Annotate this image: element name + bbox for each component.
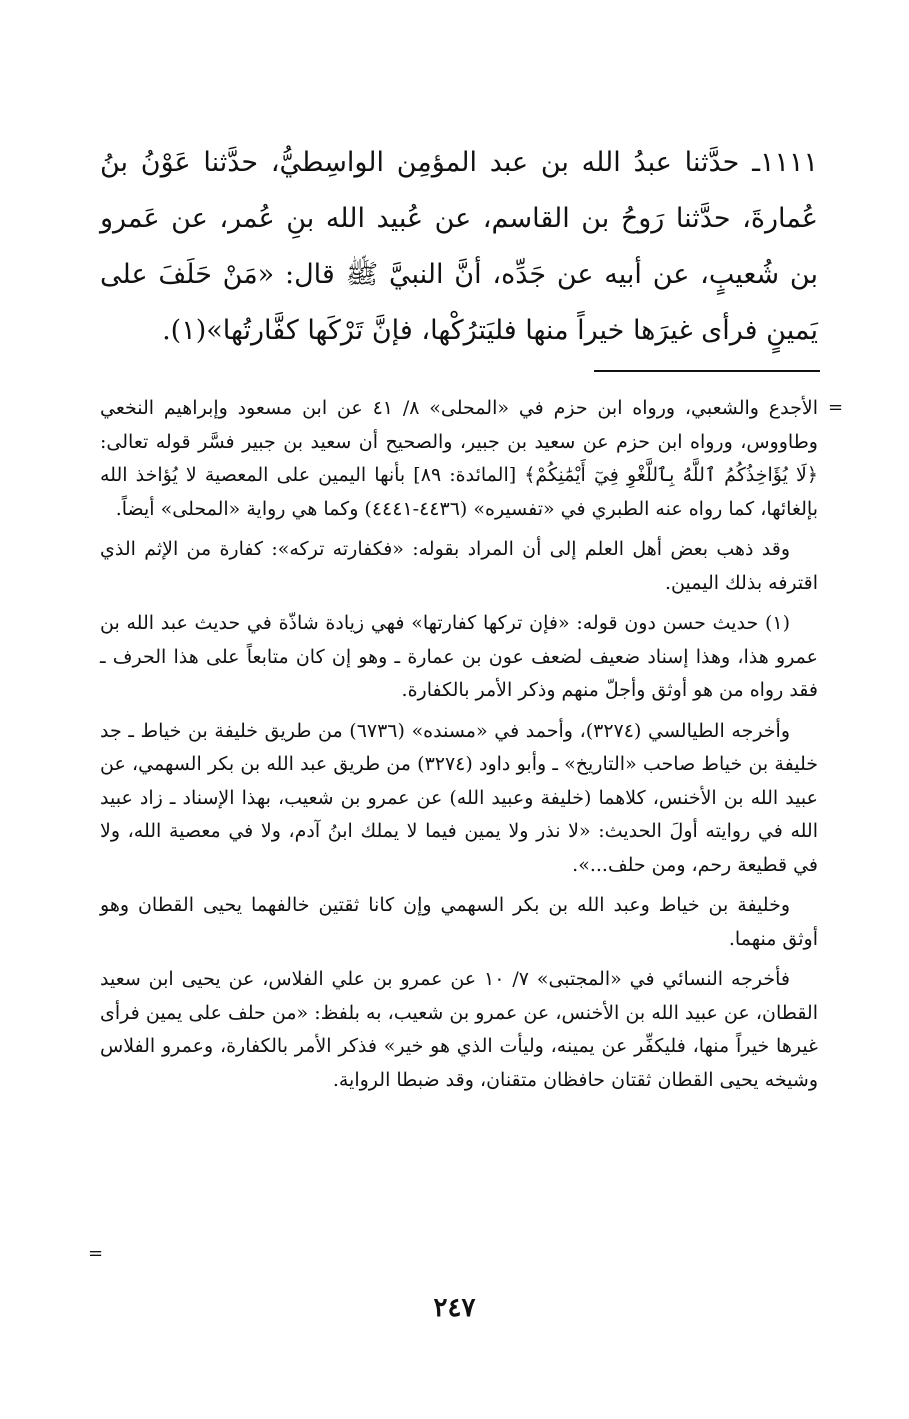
hadith-text-block (100, 135, 818, 359)
footnote-paragraph-6: فأخرجه النسائي في «المجتبى» ٧/ ١٠ عن عمرو بن علي الفلاس، عن يحيى ابن سعيد القطان، عن عبيد الله بن الأخنس، عن عمرو بن شعيب، به بلفظ: «من حلف على يمين فرأى غيرها خيراً منها، فليكفِّر عن يمينه، وليأت الذي هو خير» فذكر الأمر بالكفارة، وعمرو الفلاس وشيخه يحيى القطان ثقتان حافظان متقنان، وقد ضبطا الرواية. (100, 968, 818, 1091)
footnote-separator-line (594, 370, 820, 372)
hadith-paragraph: ١١١١ـ حدَّثنا عبدُ الله بن عبد المؤمِن الواسِطيُّ، حدَّثنا عَوْنُ بنُ عُمارةَ، حدَّثنا رَوحُ بن القاسم، عن عُبيد الله بنِ عُمر، عن عَمرو بن شُعيبٍ، عن أبيه عن جَدِّه، أنَّ النبيَّ ﷺ قال: «مَنْ حَلَفَ على يَمينٍ فرأى غيرَها خيراً منها فليَترُكْها، فإنَّ تَرْكَها كفَّارتُها»(١). (100, 147, 818, 346)
page-number: ٢٤٧ (433, 1293, 476, 1323)
continuation-mark-bottom: = (88, 1243, 104, 1264)
continuation-mark-top: = (828, 397, 844, 418)
footnote-paragraph-1: الأجدع والشعبي، ورواه ابن حزم في «المحلى» ٨/ ٤١ عن ابن مسعود وإبراهيم النخعي وطاووس، ورواه ابن حزم عن سعيد بن جبير، والصحيح أن سعيد بن جبير فسَّر قوله تعالى: ﴿لَا يُؤَاخِذُكُمُ ٱللَّهُ بِٱللَّغْوِ فِيٓ أَيْمَٰنِكُمْ﴾ [المائدة: ٨٩] بأنها اليمين على المعصية لا يُؤاخذ الله بإلغائها، كما رواه عنه الطبري في «تفسيره» (٤٤٣٦-٤٤٤١) وكما هي رواية «المحلى» أيضاً. (100, 397, 818, 520)
footnote-paragraph-3: (١) حديث حسن دون قوله: «فإن تركها كفارتها» فهي زيادة شاذّة في حديث عبد الله بن عمرو هذا، وهذا إسناد ضعيف لضعف عون بن عمارة ـ وهو إن كان متابعاً على هذا الحرف ـ فقد رواه من هو أوثق وأجلّ منهم وذكر الأمر بالكفارة. (100, 612, 818, 701)
footnote-paragraph-2: وقد ذهب بعض أهل العلم إلى أن المراد بقوله: «فكفارته تركه»: كفارة من الإثم الذي اقترفه بذلك اليمين. (100, 538, 818, 594)
footnote-paragraph-4: وأخرجه الطيالسي (٣٢٧٤)، وأحمد في «مسنده» (٦٧٣٦) من طريق خليفة بن خياط ـ جد خليفة بن خياط صاحب «التاريخ» ـ وأبو داود (٣٢٧٤) من طريق عبد الله بن بكر السهمي، عن عبيد الله بن الأخنس، كلاهما (خليفة وعبيد الله) عن عمرو بن شعيب، بهذا الإسناد ـ زاد عبيد الله في روايته أولَ الحديث: «لا نذر ولا يمين فيما لا يملك ابنُ آدم، ولا في معصية الله، ولا في قطيعة رحم، ومن حلف...». (100, 719, 818, 876)
footnotes-block (100, 392, 818, 1104)
footnote-paragraph-5: وخليفة بن خياط وعبد الله بن بكر السهمي وإن كانا ثقتين خالفهما يحيى القطان وهو أوثق منهما. (100, 894, 818, 950)
